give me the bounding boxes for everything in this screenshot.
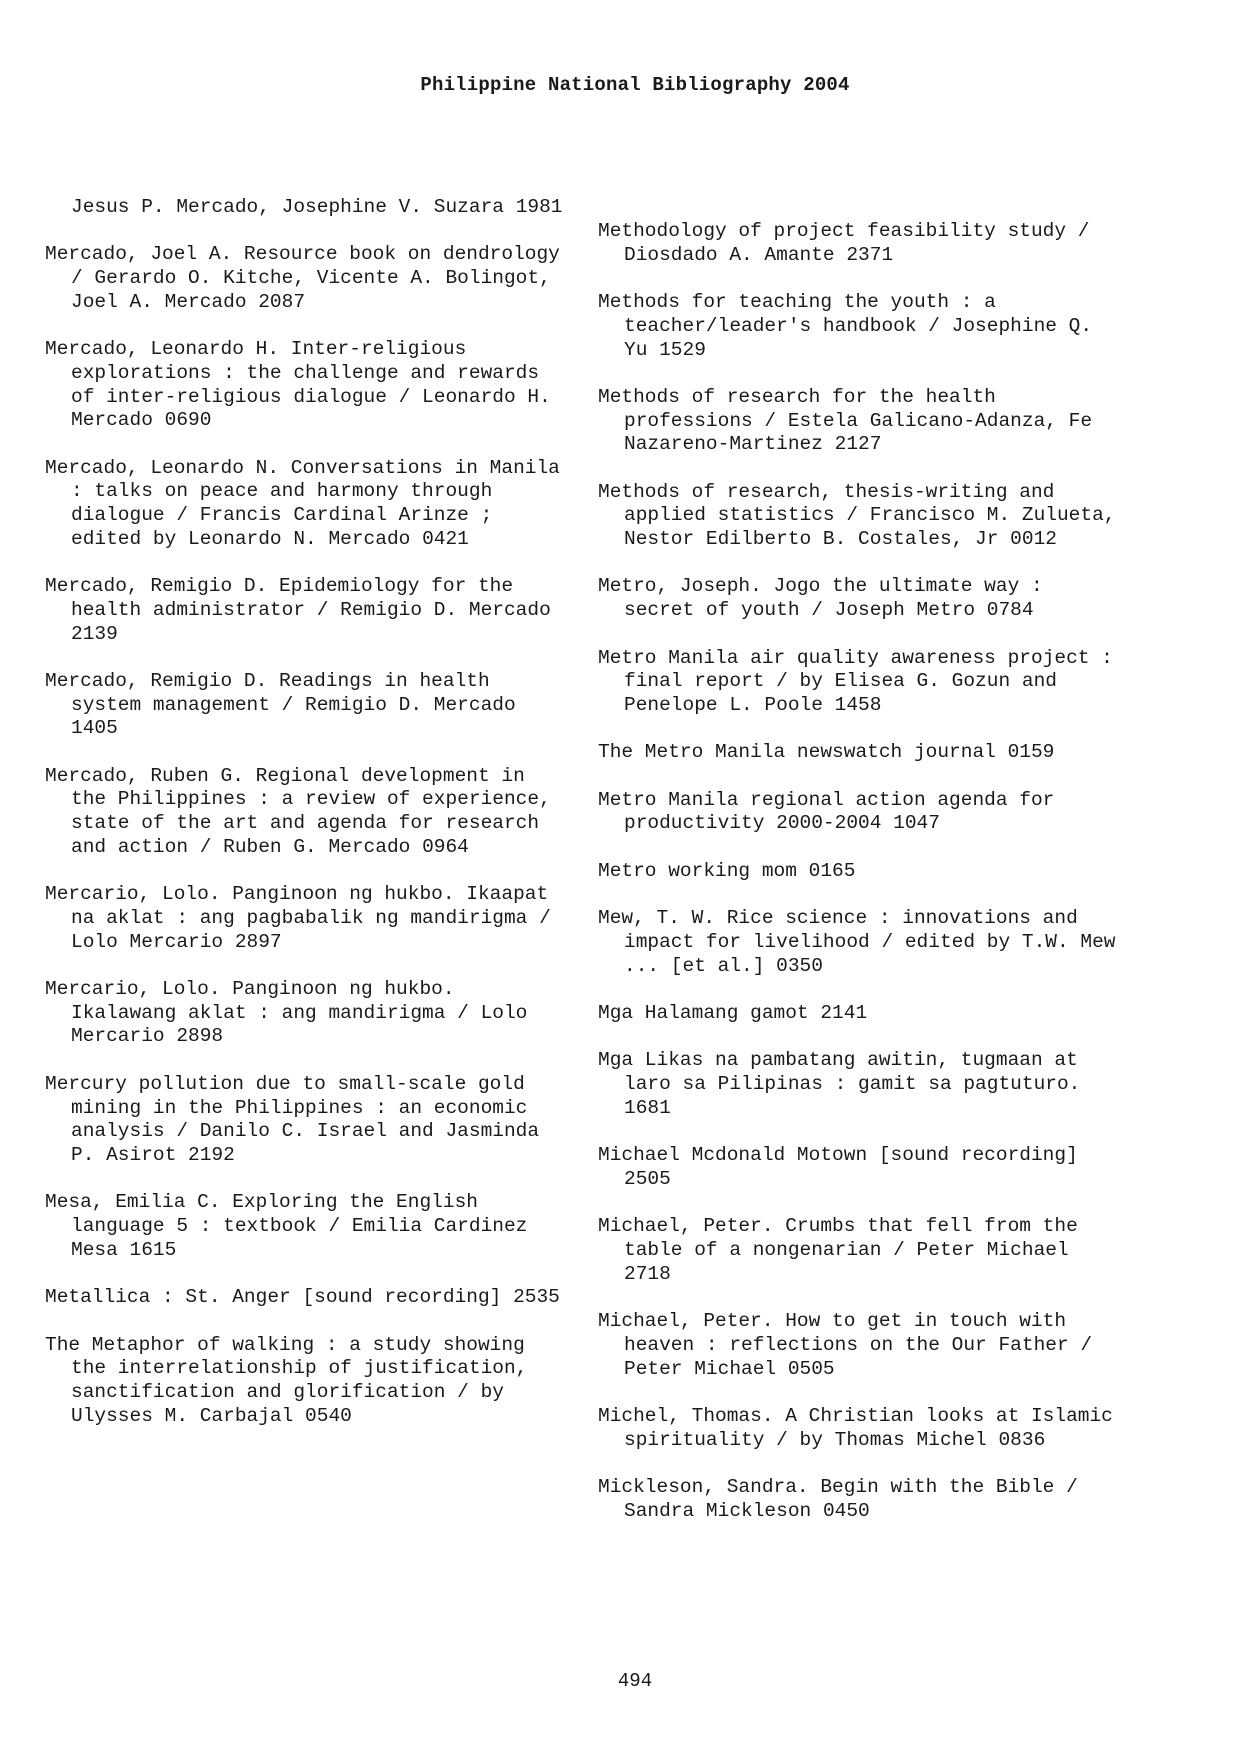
entry-number: 1615 bbox=[129, 1238, 177, 1261]
entry-text: Mercado, Joel A. Resource book on dendrology / Gerardo O. Kitche, Vicente A. Bolingot, Joel A. Mercado bbox=[45, 243, 560, 313]
entry-number: 1405 bbox=[71, 717, 118, 740]
bibliography-entry bbox=[598, 647, 1118, 718]
bibliography-entry bbox=[598, 789, 1118, 836]
entry-number: 0421 bbox=[422, 527, 469, 550]
bibliography-entry bbox=[598, 1310, 1118, 1381]
entry-text: Mercado, Ruben G. Regional development in the Philippines : a review of experience, state of the art and agenda for research and action / Ruben G. Mercado bbox=[45, 764, 551, 858]
entry-text: Michael, Peter. How to get in touch with heaven : reflections on the Our Father / Peter Michael bbox=[598, 1310, 1093, 1380]
entry-number: 2505 bbox=[624, 1167, 671, 1190]
page-title: Philippine National Bibliography 2004 bbox=[420, 74, 850, 96]
bibliography-entry bbox=[45, 575, 565, 646]
entry-text: Mesa, Emilia C. Exploring the English language 5 : textbook / Emilia Cardinez Mesa bbox=[45, 1191, 528, 1261]
entry-text: Metro, Joseph. Jogo the ultimate way : secret of youth / Joseph Metro bbox=[598, 575, 1043, 622]
bibliography-entry bbox=[45, 196, 565, 220]
bibliography-entry bbox=[598, 575, 1118, 622]
bibliography-entry bbox=[598, 220, 1118, 267]
bibliography-entry bbox=[45, 1286, 565, 1310]
entry-number: 2087 bbox=[258, 290, 306, 313]
entry-text: The Metro Manila newswatch journal bbox=[598, 741, 996, 764]
bibliography-entry bbox=[45, 1334, 565, 1429]
left-column bbox=[45, 196, 565, 1452]
entry-text: Jesus P. Mercado, Josephine V. Suzara bbox=[71, 196, 504, 218]
entry-number: 0690 bbox=[164, 409, 212, 432]
right-column bbox=[598, 220, 1118, 1547]
bibliography-entry bbox=[598, 1049, 1118, 1120]
entry-number: 0012 bbox=[1010, 528, 1057, 551]
entry-number: 1981 bbox=[515, 196, 563, 218]
entry-number: 0784 bbox=[986, 599, 1034, 622]
bibliography-entry bbox=[45, 338, 565, 433]
entry-number: 0165 bbox=[808, 859, 856, 882]
entry-text: Metro Manila air quality awareness project : final report / by Elisea G. Gozun and Penelope L. Poole bbox=[598, 646, 1113, 716]
entry-text: Mickleson, Sandra. Begin with the Bible / Sandra Mickleson bbox=[598, 1476, 1078, 1522]
entry-number: 0540 bbox=[305, 1404, 352, 1427]
entry-number: 0836 bbox=[998, 1428, 1046, 1451]
entry-text: Mercado, Remigio D. Epidemiology for the health administrator / Remigio D. Mercado bbox=[45, 575, 551, 621]
entry-text: Methods of research, thesis-writing and applied statistics / Francisco M. Zulueta, Nestor Edilberto B. Costales, Jr bbox=[598, 480, 1116, 551]
bibliography-entry bbox=[598, 1215, 1118, 1286]
entry-text: Michael Mcdonald Motown [sound recording] bbox=[598, 1144, 1078, 1167]
page-number: 494 bbox=[617, 1670, 653, 1692]
bibliography-entry bbox=[45, 1073, 565, 1168]
entry-text: Mercado, Remigio D. Readings in health system management / Remigio D. Mercado bbox=[45, 669, 516, 716]
entry-text: Mga Halamang gamot bbox=[598, 1002, 809, 1025]
entry-text: Metro Manila regional action agenda for productivity 2000-2004 bbox=[598, 788, 1055, 835]
entry-number: 2192 bbox=[188, 1143, 235, 1166]
bibliography-entry bbox=[45, 883, 565, 954]
entry-number: 0964 bbox=[422, 835, 469, 858]
entry-text: The Metaphor of walking : a study showing the interrelationship of justification, sanctification and glorification / by Ulysses M. Carbajal bbox=[45, 1333, 528, 1427]
bibliography-entry bbox=[598, 291, 1118, 362]
entry-number: 2718 bbox=[624, 1262, 671, 1285]
entry-number: 0159 bbox=[1007, 741, 1055, 764]
entry-text: Mercado, Leonardo H. Inter-religious explorations : the challenge and rewards of inter-religious dialogue / Leonardo H. Mercado bbox=[45, 338, 551, 432]
bibliography-entry bbox=[45, 765, 565, 860]
bibliography-entry bbox=[45, 457, 565, 552]
entry-text: Michel, Thomas. A Christian looks at Islamic spirituality / by Thomas Michel bbox=[598, 1404, 1113, 1451]
entry-text: Methods of research for the health professions / Estela Galicano-Adanza, Fe Nazareno-Martinez bbox=[598, 385, 1093, 456]
bibliography-entry bbox=[598, 1002, 1118, 1026]
entry-number: 2139 bbox=[71, 622, 118, 645]
entry-number: 2141 bbox=[820, 1002, 868, 1025]
bibliography-entry bbox=[598, 907, 1118, 978]
entry-text: Michael, Peter. Crumbs that fell from the table of a nongenarian / Peter Michael bbox=[598, 1215, 1078, 1262]
entry-number: 0505 bbox=[787, 1357, 835, 1380]
entry-number: 2127 bbox=[834, 433, 882, 456]
entry-number: 1458 bbox=[834, 693, 882, 716]
entry-number: 2897 bbox=[234, 930, 282, 953]
bibliography-entry bbox=[598, 481, 1118, 552]
entry-text: Metallica : St. Anger [sound recording] bbox=[45, 1286, 502, 1309]
bibliography-entry bbox=[598, 741, 1118, 765]
bibliography-entry bbox=[598, 1476, 1118, 1523]
entry-number: 1047 bbox=[893, 812, 940, 835]
entry-number: 0450 bbox=[822, 1499, 870, 1522]
bibliography-entry bbox=[598, 860, 1118, 884]
entry-number: 0350 bbox=[776, 954, 823, 977]
bibliography-entry bbox=[45, 1191, 565, 1262]
entry-text: Mew, T. W. Rice science : innovations and impact for livelihood / edited by T.W. Mew ... [et al.] bbox=[598, 907, 1116, 977]
entry-text: Metro working mom bbox=[598, 859, 797, 882]
bibliography-entry bbox=[598, 1144, 1118, 1191]
bibliography-entry bbox=[45, 978, 565, 1049]
entry-number: 2535 bbox=[513, 1286, 560, 1309]
entry-number: 2898 bbox=[176, 1025, 224, 1048]
entry-text: Mga Likas na pambatang awitin, tugmaan at laro sa Pilipinas : gamit sa pagtuturo. bbox=[598, 1049, 1081, 1096]
entry-text: Mercario, Lolo. Panginoon ng hukbo. Ikaapat na aklat : ang pagbabalik ng mandirigma / Lolo Mercario bbox=[45, 883, 551, 953]
entry-number: 1529 bbox=[659, 338, 706, 361]
entry-number: 2371 bbox=[846, 243, 894, 266]
entry-text: Mercario, Lolo. Panginoon ng hukbo. Ikalawang aklat : ang mandirigma / Lolo Mercario bbox=[45, 978, 528, 1048]
bibliography-entry bbox=[598, 386, 1118, 457]
entry-text: Methods for teaching the youth : a teacher/leader's handbook / Josephine Q. Yu bbox=[598, 291, 1093, 361]
entry-text: Methodology of project feasibility study / Diosdado A. Amante bbox=[598, 220, 1090, 266]
bibliography-entry bbox=[598, 1405, 1118, 1452]
bibliography-entry bbox=[45, 243, 565, 314]
bibliography-entry bbox=[45, 670, 565, 741]
entry-text: Mercado, Leonardo N. Conversations in Manila : talks on peace and harmony through dialogue / Francis Cardinal Arinze ; edited by Leonardo N. Mercado bbox=[45, 456, 560, 550]
entry-text: Mercury pollution due to small-scale gold mining in the Philippines : an economic analysis / Danilo C. Israel and Jasminda P. Asirot bbox=[45, 1072, 540, 1166]
entry-number: 1681 bbox=[624, 1096, 671, 1119]
